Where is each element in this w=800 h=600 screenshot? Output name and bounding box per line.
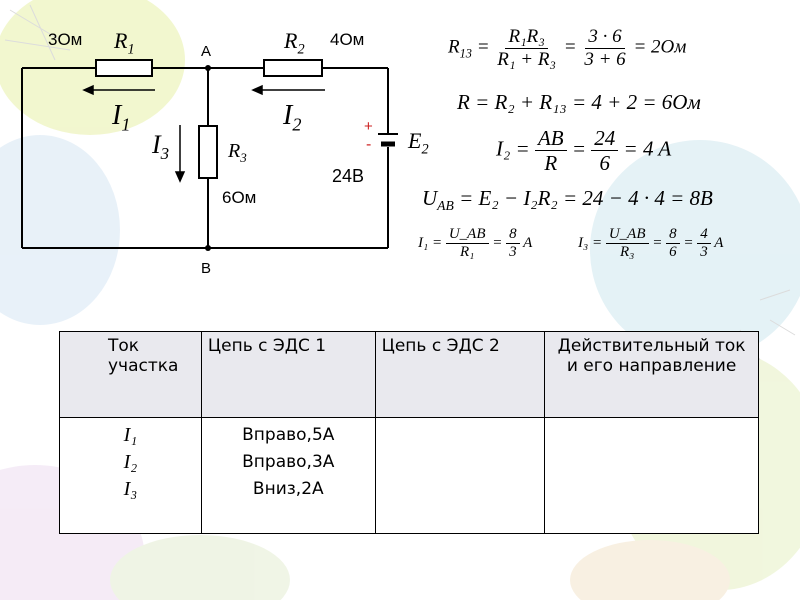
formula-i1: I₁ = $\frac{U\_AB}{\text{R₁}}$ = $\frac{8}{3}$ A <box>418 226 533 261</box>
r3-value-label: 6Ом <box>222 188 257 207</box>
r2-name-label: $R_2$ <box>284 28 305 58</box>
header-actual-current: Действительный ток и его направление <box>545 332 759 418</box>
header-emf2-circuit: Цепь с ЭДС 2 <box>375 332 545 418</box>
cell-actual-values <box>545 418 759 534</box>
node-b-label: B <box>201 260 212 277</box>
emf1-i1-value: Вправо,5А <box>242 425 335 445</box>
arrow-i3-head <box>176 172 184 181</box>
r2-value-label: 4Ом <box>330 30 365 49</box>
emf1-i3-value: Вниз,2А <box>252 479 324 499</box>
var-i3: I₃ <box>123 478 138 500</box>
i2-label: $I_2$ <box>283 100 302 135</box>
node-a-dot <box>205 65 211 71</box>
formula-uab: $U_{AB} = E_2 - I_2R_2 = 24 - 4 \cdot 4 = 8B$ <box>422 186 713 214</box>
header-emf1-circuit: Цепь с ЭДС 1 <box>201 332 375 418</box>
var-i1: I₁ <box>123 424 138 446</box>
node-a-label: A <box>201 43 212 60</box>
r3-name-label: $R_3$ <box>228 140 247 165</box>
cell-emf2-values <box>375 418 545 534</box>
emf-value-label: 24В <box>332 166 365 186</box>
node-b-dot <box>205 245 211 251</box>
e2-label: $E_2$ <box>408 128 429 158</box>
table-header-row <box>60 332 759 418</box>
var-i2: I₂ <box>123 451 138 473</box>
formula-i2: I₂ = $\frac{AB}{R}$ = $\frac{24}{6}$ = 4 A <box>496 126 672 176</box>
currents-table <box>59 331 759 534</box>
arrow-i2-head <box>253 86 262 94</box>
formula-r-total: R = R₂ + R₁₃ = 4 + 2 = 6Ом <box>457 90 701 114</box>
emf1-i2-value: Вправо,3А <box>242 452 335 472</box>
r1-name-label: $R_1$ <box>114 28 135 58</box>
plus-sign: + <box>364 118 373 135</box>
balloon-blue-left <box>0 135 120 325</box>
header-current-section: Ток участка <box>60 332 202 418</box>
cell-emf1-values <box>201 418 375 534</box>
minus-sign: - <box>366 136 372 153</box>
resistor-r2 <box>264 60 322 76</box>
table-row <box>60 418 759 534</box>
resistor-r1 <box>96 60 152 76</box>
resistor-r3 <box>199 126 217 178</box>
r1-value-label: 3Ом <box>48 30 83 49</box>
cell-current-vars <box>60 418 202 534</box>
i1-label: $I_1$ <box>112 100 131 135</box>
formula-i3: I₃ = $\frac{U\_AB}{\text{R₃}}$ = $\frac{8}{6}$ = $\frac{4}{3}$ A <box>578 226 724 261</box>
i3-label: $I_3$ <box>152 130 170 164</box>
formula-r13: $R_{13}$ = $\frac{\text{R₁R₃}}{\text{R₁ + R₃}}$ = $\frac{3 \cdot 6}{3 + 6}$ = 2Ом <box>448 26 687 70</box>
